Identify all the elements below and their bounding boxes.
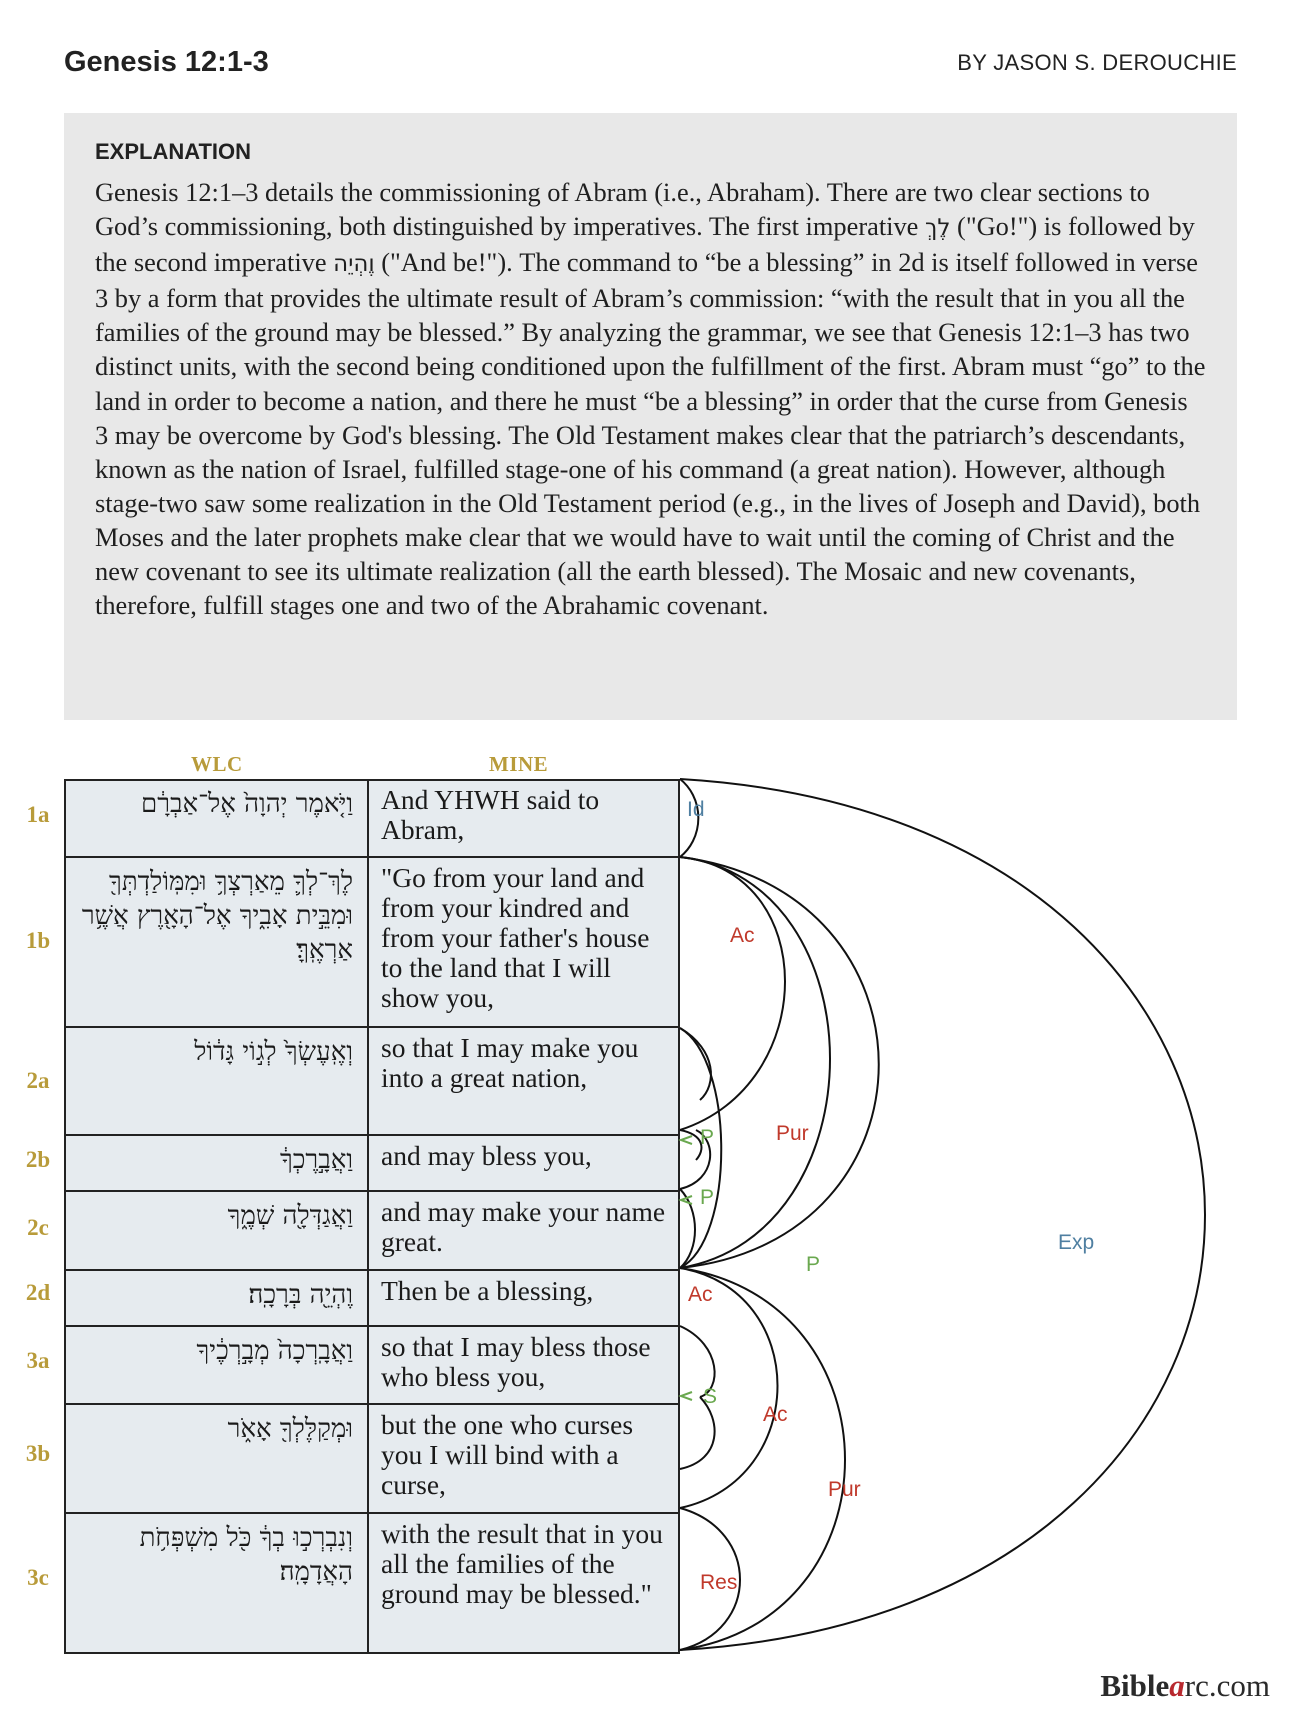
- relation-label-ac: Ac: [688, 1283, 713, 1306]
- page-title: Genesis 12:1-3: [64, 46, 269, 78]
- verse-label: 1b: [25, 928, 51, 953]
- hebrew-cell: וְנִבְרְכ֣וּ בְךָ֔ כֹּ֖ל מִשְׁפְּחֹ֥ת הָאֲדָמָֽה׃: [64, 1513, 369, 1654]
- verse-label: 3a: [26, 1348, 50, 1373]
- english-cell: and may bless you,: [369, 1135, 680, 1191]
- relation-label-ac: Ac: [730, 924, 755, 947]
- hebrew-cell: וְאֶֽעֶשְׂךָ֙ לְג֣וֹי גָּד֔וֹל: [64, 1027, 369, 1135]
- hebrew-cell: לֶךְ־לְךָ֛ מֵאַרְצְךָ֥ וּמִמּֽוֹלַדְתְּךָ֖ וּמִבֵּ֣ית אָבִ֑יךָ אֶל־הָאָ֖רֶץ אֲשֶׁ֥ר אַרְאֶֽךָּ׃: [64, 857, 369, 1027]
- explanation-heading: EXPLANATION: [95, 139, 252, 164]
- arc-exp: [680, 779, 1205, 1650]
- verse-label: 2d: [25, 1280, 51, 1305]
- author-byline: BY JASON S. DEROUCHIE: [957, 50, 1237, 75]
- verse-label: 1a: [26, 802, 50, 827]
- english-cell: but the one who curses you I will bind with a curse,: [369, 1404, 680, 1513]
- arrow-s: [681, 1392, 692, 1400]
- verse-label: 2b: [25, 1147, 51, 1172]
- arc-2b-link: [680, 1130, 701, 1160]
- relation-label-ac: Ac: [763, 1403, 788, 1426]
- biblearc-logo: [1100, 1668, 1270, 1704]
- verse-label: 3c: [27, 1565, 49, 1590]
- verse-label: 3b: [25, 1441, 51, 1466]
- english-cell: And YHWH said to Abram,: [369, 779, 680, 857]
- column-header-wlc: WLC: [191, 752, 243, 776]
- relation-label-p: P: [700, 1186, 715, 1209]
- hebrew-cell: וַאֲבָֽרְכָה֙ מְבָ֣רְכֶ֔יךָ: [64, 1326, 369, 1404]
- relation-label-pur: Pur: [776, 1122, 809, 1145]
- hebrew-go: לֶךְ: [925, 215, 951, 242]
- relation-label-res: Res: [700, 1571, 738, 1594]
- hebrew-cell: וַאֲבָ֣רֶכְךָ֔: [64, 1135, 369, 1191]
- hebrew-cell: וַאֲגַדְּלָ֖ה שְׁמֶ֑ךָ: [64, 1191, 369, 1270]
- hebrew-cell: וּמְקַלֶּלְךָ֖ אָאֹ֑ר: [64, 1404, 369, 1513]
- logo-a: a: [1169, 1668, 1185, 1703]
- relation-label-s: S: [703, 1385, 718, 1408]
- verse-label: 2c: [27, 1215, 49, 1240]
- english-cell: and may make your name great.: [369, 1191, 680, 1270]
- hebrew-be: וֶהְיֵה: [333, 251, 375, 278]
- english-cell: so that I may make you into a great nation,: [369, 1027, 680, 1135]
- column-header-mine: MINE: [489, 752, 549, 776]
- english-cell: so that I may bless those who bless you,: [369, 1326, 680, 1404]
- explanation-part-3: ("And be!"). The command to “be a blessing” in 2d is itself followed in verse 3 by a form that provides the ultimate result of Abram’s commission: “with the result that in you all the families of the ground may be blessed.” By analyzing the grammar, we see that Genesis 12:1–3 has two distinct units, with the second being conditioned upon the fulfillment of the first. Abram must “go” to the land in order to become a nation, and there he must “be a blessing” in order that the curse from Genesis 3 may be overcome by God's blessing. The Old Testament makes clear that the patriarch’s descendants, known as the nation of Israel, fulfilled stage-one of his command (a great nation). However, although stage-two saw some realization in the Old Testament period (e.g., in the lives of Joseph and David), both Moses and the later prophets make clear that we would have to wait until the coming of Christ and the new covenant to see its ultimate realization (all the earth blessed). The Mosaic and new covenants, therefore, fulfill stages one and two of the Abrahamic covenant.: [95, 247, 1206, 621]
- relation-label-pur: Pur: [828, 1478, 861, 1501]
- english-cell: Then be a blessing,: [369, 1270, 680, 1326]
- relation-label-p: P: [806, 1253, 821, 1276]
- relation-label-id: Id: [687, 798, 705, 821]
- hebrew-cell: וַיֹּ֤אמֶר יְהוָה֙ אֶל־אַבְרָ֔ם: [64, 779, 369, 857]
- verse-label: 2a: [26, 1068, 50, 1093]
- logo-rc: rc.com: [1184, 1668, 1270, 1703]
- english-cell: with the result that in you all the families of the ground may be blessed.": [369, 1513, 680, 1654]
- hebrew-cell: וֶהְיֵ֖ה בְּרָכָֽה׃: [64, 1270, 369, 1326]
- english-cell: "Go from your land and from your kindred and from your father's house to the land that I will show you,: [369, 857, 680, 1027]
- arrow-p-1: [681, 1136, 692, 1144]
- relation-label-p: P: [700, 1126, 715, 1149]
- explanation-part-1: Genesis 12:1–3 details the commissioning of Abram (i.e., Abraham). There are two clear sections to God’s commissioning, both distinguished by imperatives. The first imperative: [95, 177, 1150, 242]
- relation-label-exp: Exp: [1058, 1231, 1095, 1254]
- explanation-part-2: ("Go!") is followed by the second imperative: [95, 211, 1195, 278]
- arrow-p-2: [681, 1196, 692, 1204]
- logo-bible: Bible: [1100, 1668, 1170, 1703]
